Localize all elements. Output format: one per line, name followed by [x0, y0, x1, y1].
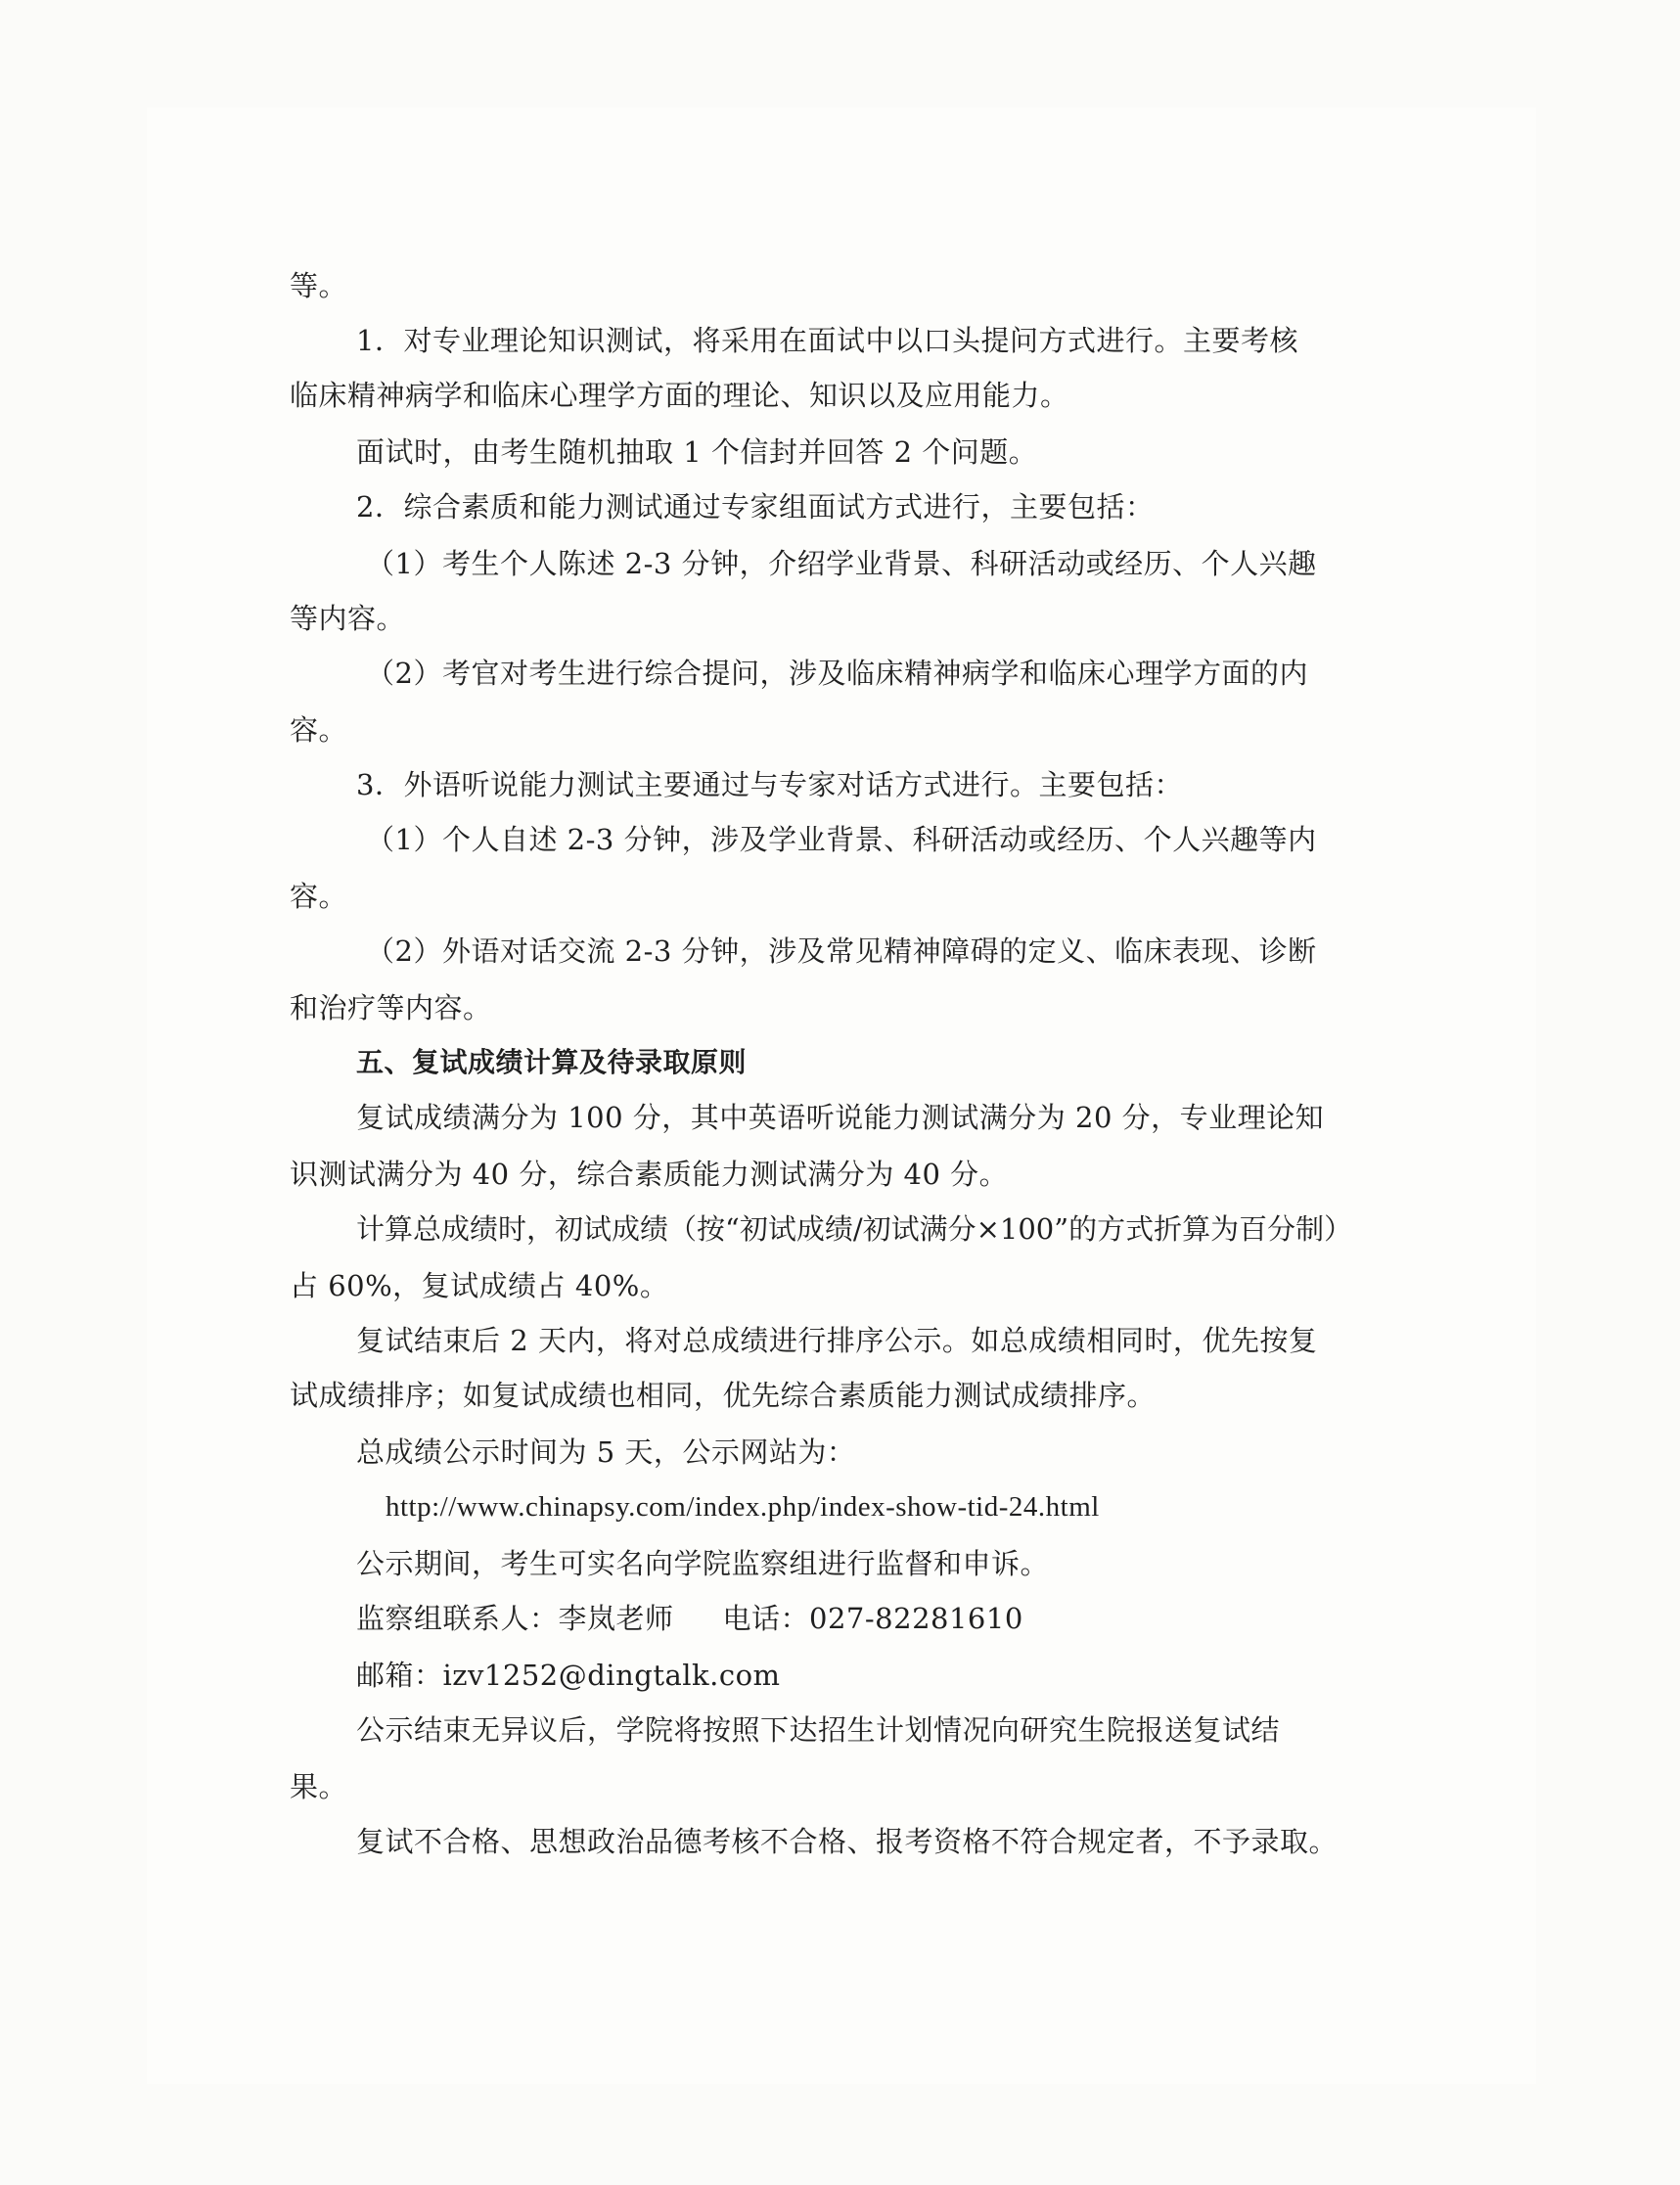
text-line: （1）个人自述 2-3 分钟，涉及学业背景、科研活动或经历、个人兴趣等内	[366, 823, 1317, 856]
text-line: 复试成绩满分为 100 分，其中英语听说能力测试满分为 20 分，专业理论知	[356, 1101, 1325, 1134]
text-line: 1．对专业理论知识测试，将采用在面试中以口头提问方式进行。主要考核	[356, 324, 1298, 357]
text-line: 公示期间，考生可实名向学院监察组进行监督和申诉。	[356, 1547, 1050, 1580]
text-line: 识测试满分为 40 分，综合素质能力测试满分为 40 分。	[290, 1158, 1009, 1191]
text-line: 公示结束无异议后，学院将按照下达招生计划情况向研究生院报送复试结	[356, 1713, 1281, 1747]
text-line: 复试结束后 2 天内，将对总成绩进行排序公示。如总成绩相同时，优先按复	[356, 1324, 1318, 1357]
contact-email: 邮箱：izv1252@dingtalk.com	[356, 1659, 781, 1692]
section-heading: 五、复试成绩计算及待录取原则	[356, 1046, 748, 1078]
text-line: （2）外语对话交流 2-3 分钟，涉及常见精神障碍的定义、临床表现、诊断	[366, 934, 1317, 968]
text-line: （1）考生个人陈述 2-3 分钟，介绍学业背景、科研活动或经历、个人兴趣	[366, 547, 1317, 580]
text-line: 临床精神病学和临床心理学方面的理论、知识以及应用能力。	[290, 379, 1069, 412]
text-line: 2．综合素质和能力测试通过专家组面试方式进行，主要包括：	[356, 490, 1155, 523]
text-line: 计算总成绩时，初试成绩（按“初试成绩/初试满分×100”的方式折算为百分制）	[356, 1212, 1353, 1246]
text-line: 3．外语听说能力测试主要通过与专家对话方式进行。主要包括：	[356, 768, 1183, 801]
announcement-url: http://www.chinapsy.com/index.php/index-show-tid-24.html	[386, 1491, 1100, 1523]
text-line: 占 60%，复试成绩占 40%。	[290, 1269, 669, 1302]
text-line: （2）考官对考生进行综合提问，涉及临床精神病学和临床心理学方面的内	[366, 657, 1308, 690]
text-line: 等内容。	[290, 602, 406, 635]
contact-phone: 电话：027-82281610	[722, 1602, 1023, 1635]
text-line: 等。	[290, 269, 348, 302]
text-line: 容。	[290, 880, 348, 913]
text-line: 和治疗等内容。	[290, 991, 492, 1024]
text-line: 总成绩公示时间为 5 天，公示网站为：	[356, 1435, 856, 1469]
text-line: 面试时，由考生随机抽取 1 个信封并回答 2 个问题。	[356, 435, 1038, 469]
text-line: 容。	[290, 713, 348, 747]
text-line: 试成绩排序；如复试成绩也相同，优先综合素质能力测试成绩排序。	[290, 1379, 1157, 1412]
text-line: 果。	[290, 1770, 348, 1803]
contact-line	[356, 1599, 1023, 1638]
contact-person: 监察组联系人：李岚老师	[356, 1602, 674, 1635]
text-line: 复试不合格、思想政治品德考核不合格、报考资格不符合规定者，不予录取。	[356, 1825, 1339, 1858]
